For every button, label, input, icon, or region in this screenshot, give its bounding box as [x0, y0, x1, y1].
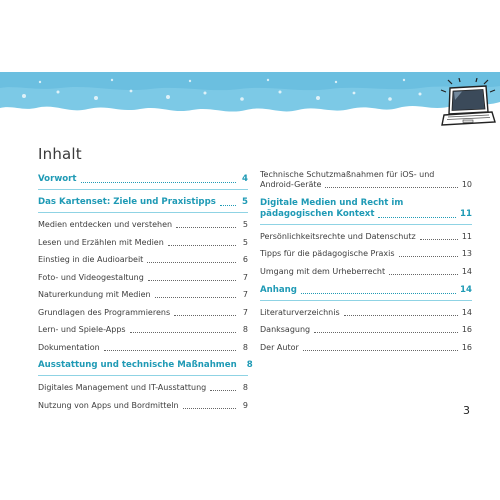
toc-entry[interactable]: [38, 290, 248, 300]
toc-page: 8: [242, 383, 248, 392]
toc-page: 14: [461, 266, 472, 276]
toc-page: 5: [242, 197, 248, 207]
toc-label: Danksagung: [260, 325, 311, 334]
leader-dots: [399, 255, 458, 257]
toc-label: Tipps für die pädagogische Praxis: [260, 249, 395, 258]
toc-label: Persönlichkeitsrechte und Datenschutz: [260, 231, 416, 241]
toc-section-header[interactable]: [260, 285, 472, 296]
toc-label: Vorwort: [38, 174, 77, 184]
toc-section-header[interactable]: [260, 198, 472, 220]
toc-page: 11: [460, 208, 472, 219]
toc-page: 11: [461, 231, 472, 241]
toc-entry[interactable]: [260, 308, 472, 318]
toc-page: 6: [242, 255, 248, 264]
toc-entry[interactable]: [260, 267, 472, 277]
toc-page: 5: [242, 237, 248, 247]
leader-dots: [389, 273, 458, 275]
toc-entry[interactable]: [38, 238, 248, 248]
toc-section-header[interactable]: [38, 360, 253, 371]
toc-right-column: [260, 170, 472, 360]
toc-entry[interactable]: [260, 343, 472, 353]
toc-page: 8: [246, 360, 253, 370]
toc-entry[interactable]: [38, 220, 248, 230]
divider: [38, 212, 248, 213]
leader-dots: [155, 296, 236, 298]
toc-label: Lesen und Erzählen mit Medien: [38, 237, 164, 247]
toc-entry[interactable]: [260, 232, 472, 242]
page-number: 3: [463, 404, 470, 417]
toc-page: 8: [242, 325, 248, 334]
toc-page: 5: [242, 220, 248, 229]
toc-label: Lern- und Spiele-Apps: [38, 325, 126, 334]
toc-page: 13: [461, 249, 472, 258]
toc-label: Der Autor: [260, 342, 299, 352]
leader-dots: [210, 389, 236, 391]
toc-page: 16: [461, 325, 472, 334]
leader-dots: [130, 331, 236, 333]
leader-dots: [325, 186, 457, 188]
toc-entry[interactable]: [38, 343, 248, 353]
toc-entry[interactable]: [38, 255, 248, 265]
toc-label: Das Kartenset: Ziele und Praxistipps: [38, 197, 216, 207]
leader-dots: [104, 349, 236, 351]
leader-dots: [378, 216, 456, 218]
leader-dots: [220, 204, 236, 206]
leader-dots: [420, 238, 458, 240]
toc-label-line2: Android-Geräte: [260, 180, 322, 189]
leader-dots: [344, 314, 458, 316]
toc-label: Ausstattung und technische Maßnahmen: [38, 360, 237, 370]
toc-label: Naturerkundung mit Medien: [38, 290, 151, 299]
leader-dots: [147, 261, 236, 263]
divider: [260, 300, 472, 301]
toc-label: Digitales Management und IT-Ausstattung: [38, 383, 207, 392]
toc-page: 7: [242, 272, 248, 282]
divider: [38, 189, 248, 190]
header-banner: [0, 72, 500, 134]
toc-page: 8: [242, 342, 248, 352]
page-title: Inhalt: [38, 145, 82, 163]
leader-dots: [81, 181, 236, 183]
toc-page: 14: [460, 284, 472, 295]
toc-entry[interactable]: [260, 325, 472, 335]
toc-left-column: [38, 170, 253, 418]
toc-entry[interactable]: [260, 249, 472, 259]
toc-label: Foto- und Videogestaltung: [38, 272, 144, 282]
divider: [260, 224, 472, 225]
toc-page: 14: [461, 307, 472, 317]
leader-dots: [168, 244, 236, 246]
toc-entry[interactable]: [38, 273, 248, 283]
leader-dots: [183, 407, 236, 409]
toc-label: Einstieg in die Audioarbeit: [38, 255, 144, 264]
leader-dots: [303, 349, 458, 351]
toc-label-line1: Technische Schutzmaßnahmen für iOS- und: [260, 170, 435, 179]
toc-label: Anhang: [260, 284, 297, 295]
leader-dots: [148, 279, 236, 281]
toc-page: 16: [461, 342, 472, 352]
toc-entry[interactable]: [260, 170, 472, 190]
divider: [38, 375, 248, 376]
toc-label: Nutzung von Apps und Bordmitteln: [38, 400, 179, 410]
leader-dots: [174, 314, 236, 316]
toc-page: 7: [242, 307, 248, 317]
leader-dots: [314, 331, 458, 333]
toc-label-line2: pädagogischen Kontext: [260, 208, 375, 219]
toc-page: 10: [461, 180, 472, 189]
toc-section-header[interactable]: [38, 174, 248, 185]
toc-label: Umgang mit dem Urheberrecht: [260, 266, 386, 276]
leader-dots: [301, 292, 456, 294]
toc-entry[interactable]: [38, 383, 248, 393]
toc-section-header[interactable]: [38, 197, 248, 208]
toc-label-line1: Digitale Medien und Recht im: [260, 197, 404, 208]
toc-label: Literaturverzeichnis: [260, 307, 340, 317]
toc-entry[interactable]: [38, 325, 248, 335]
toc-entry[interactable]: [38, 401, 248, 411]
laptop-icon: [440, 78, 496, 128]
toc-label: Medien entdecken und verstehen: [38, 220, 173, 229]
toc-label: Dokumentation: [38, 342, 100, 352]
toc-page: 7: [242, 290, 248, 299]
leader-dots: [176, 226, 236, 228]
toc-entry[interactable]: [38, 308, 248, 318]
toc-page: 9: [242, 400, 248, 410]
toc-page: 4: [242, 174, 248, 184]
toc-label: Grundlagen des Programmierens: [38, 307, 171, 317]
